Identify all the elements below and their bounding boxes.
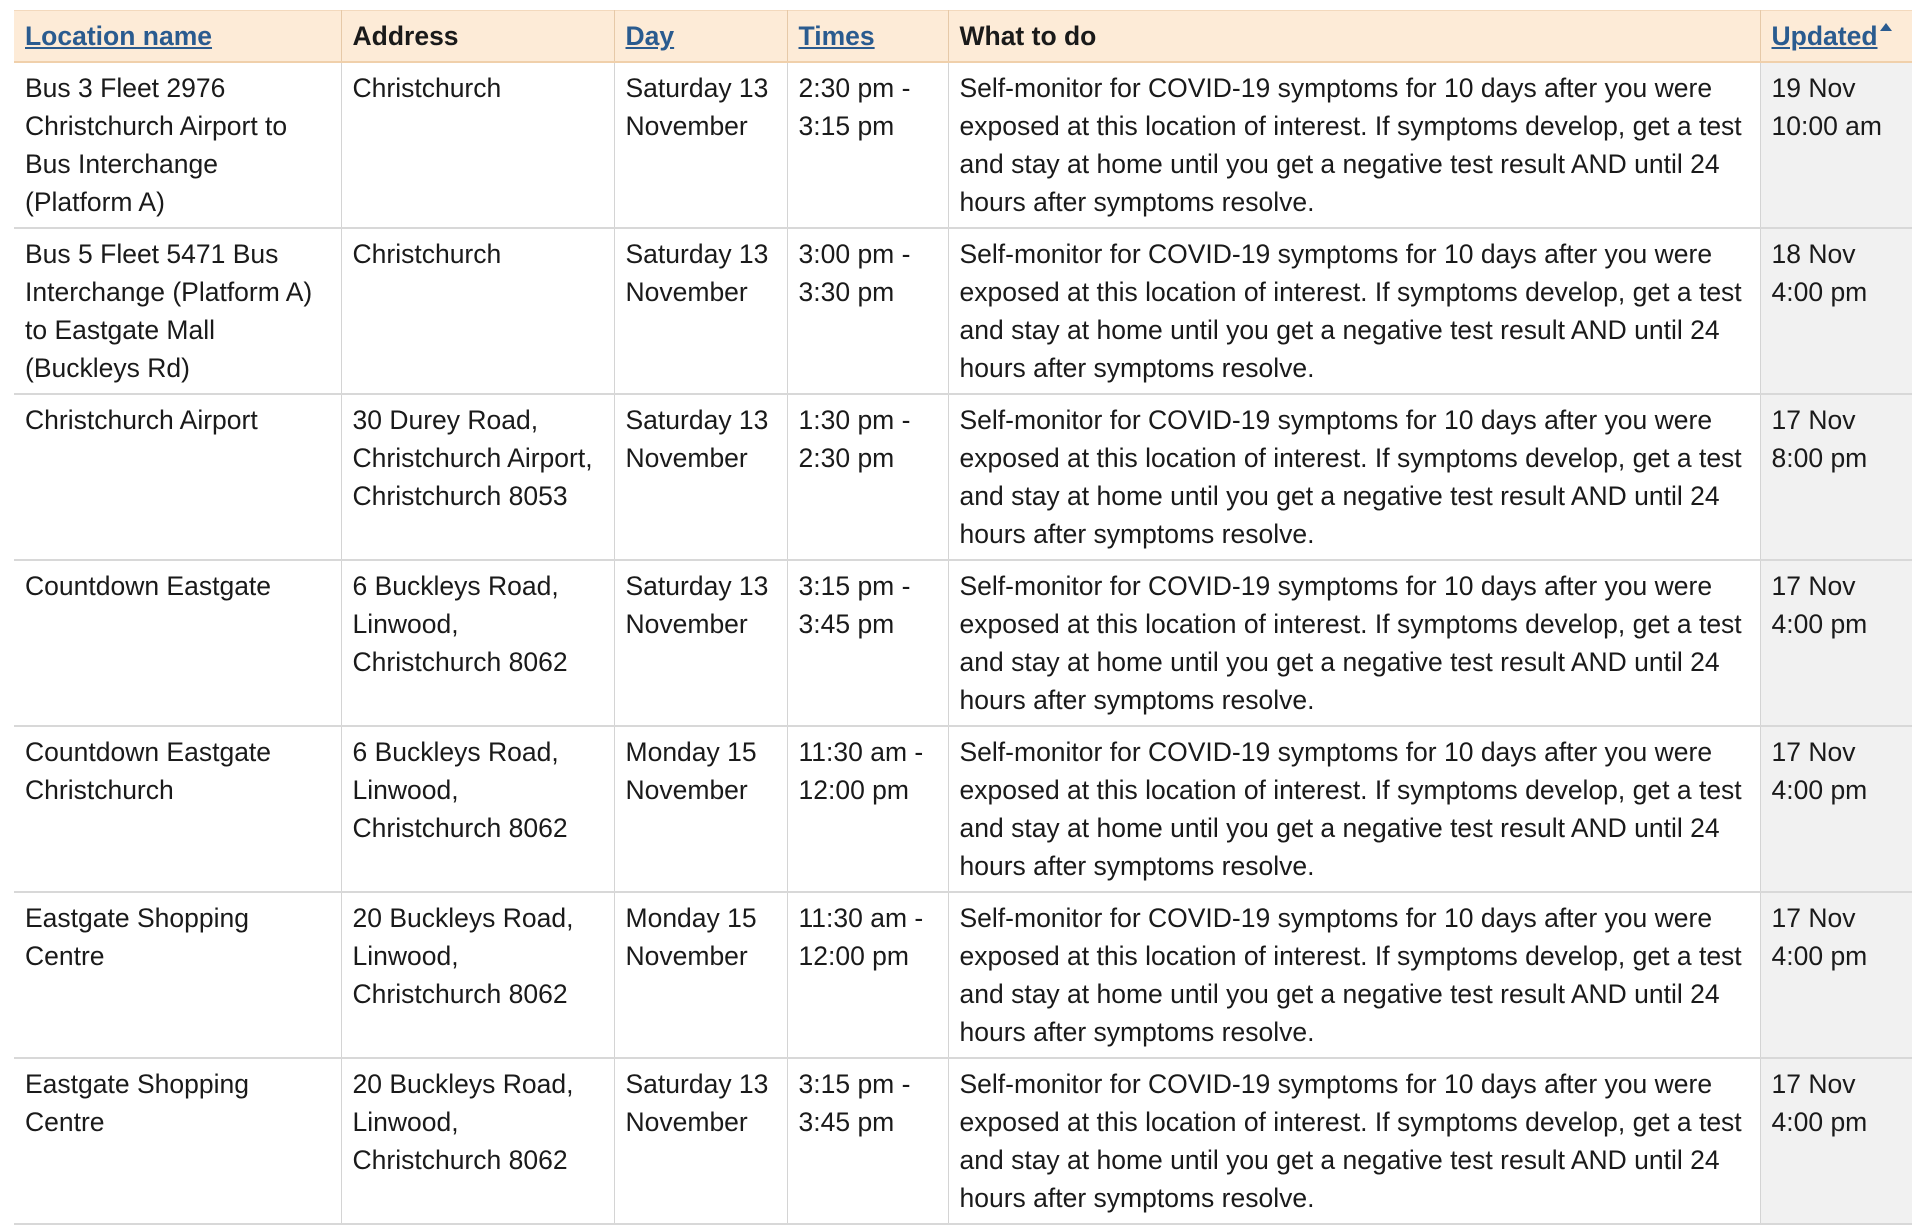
table-row (14, 560, 1912, 726)
locations-table-container (14, 10, 1912, 1225)
cell-address: Christchurch (341, 62, 614, 228)
cell-location: Countdown Eastgate Christchurch (14, 726, 341, 892)
cell-day: Saturday 13 November (614, 228, 787, 394)
column-header-address (341, 11, 614, 63)
column-header-times[interactable] (787, 11, 948, 63)
cell-what-to-do: Self-monitor for COVID-19 symptoms for 10 days after you were exposed at this location of interest. If symptoms develop, get a test and stay at home until you get a negative test result AND until 24 hours after symptoms resolve. (948, 62, 1760, 228)
table-row (14, 228, 1912, 394)
column-header-updated[interactable] (1760, 11, 1912, 63)
cell-address: 20 Buckleys Road, Linwood, Christchurch 8062 (341, 892, 614, 1058)
table-row (14, 726, 1912, 892)
cell-day: Saturday 13 November (614, 62, 787, 228)
cell-times: 3:00 pm - 3:30 pm (787, 228, 948, 394)
caret-up-icon[interactable] (1880, 23, 1892, 31)
cell-updated: 17 Nov 8:00 pm (1760, 394, 1912, 560)
cell-location: Christchurch Airport (14, 394, 341, 560)
column-label-what-to-do: What to do (959, 21, 1097, 51)
cell-updated: 19 Nov 10:00 am (1760, 62, 1912, 228)
cell-location: Eastgate Shopping Centre (14, 1058, 341, 1224)
cell-location: Bus 5 Fleet 5471 Bus Interchange (Platform A) to Eastgate Mall (Buckleys Rd) (14, 228, 341, 394)
cell-updated: 17 Nov 4:00 pm (1760, 560, 1912, 726)
cell-what-to-do: Self-monitor for COVID-19 symptoms for 10 days after you were exposed at this location of interest. If symptoms develop, get a test and stay at home until you get a negative test result AND until 24 hours after symptoms resolve. (948, 228, 1760, 394)
table-row (14, 62, 1912, 228)
cell-times: 3:15 pm - 3:45 pm (787, 560, 948, 726)
cell-times: 2:30 pm - 3:15 pm (787, 62, 948, 228)
sort-link-day[interactable]: Day (625, 21, 675, 51)
cell-what-to-do: Self-monitor for COVID-19 symptoms for 10 days after you were exposed at this location of interest. If symptoms develop, get a test and stay at home until you get a negative test result AND until 24 hours after symptoms resolve. (948, 892, 1760, 1058)
cell-address: 6 Buckleys Road, Linwood, Christchurch 8062 (341, 560, 614, 726)
cell-what-to-do: Self-monitor for COVID-19 symptoms for 10 days after you were exposed at this location of interest. If symptoms develop, get a test and stay at home until you get a negative test result AND until 24 hours after symptoms resolve. (948, 1058, 1760, 1224)
column-header-day[interactable] (614, 11, 787, 63)
sort-link-updated[interactable]: Updated (1771, 21, 1878, 51)
cell-address: 20 Buckleys Road, Linwood, Christchurch 8062 (341, 1058, 614, 1224)
sort-link-location[interactable]: Location name (25, 21, 213, 51)
cell-what-to-do: Self-monitor for COVID-19 symptoms for 10 days after you were exposed at this location of interest. If symptoms develop, get a test and stay at home until you get a negative test result AND until 24 hours after symptoms resolve. (948, 560, 1760, 726)
cell-updated: 18 Nov 4:00 pm (1760, 228, 1912, 394)
column-label-address: Address (352, 21, 459, 51)
cell-times: 3:15 pm - 3:45 pm (787, 1058, 948, 1224)
cell-times: 11:30 am - 12:00 pm (787, 892, 948, 1058)
cell-day: Saturday 13 November (614, 560, 787, 726)
cell-what-to-do: Self-monitor for COVID-19 symptoms for 10 days after you were exposed at this location of interest. If symptoms develop, get a test and stay at home until you get a negative test result AND until 24 hours after symptoms resolve. (948, 726, 1760, 892)
cell-updated: 17 Nov 4:00 pm (1760, 892, 1912, 1058)
cell-location: Eastgate Shopping Centre (14, 892, 341, 1058)
column-header-location[interactable] (14, 11, 341, 63)
cell-day: Saturday 13 November (614, 394, 787, 560)
sort-link-times[interactable]: Times (798, 21, 875, 51)
table-row (14, 394, 1912, 560)
cell-updated: 17 Nov 4:00 pm (1760, 726, 1912, 892)
cell-times: 11:30 am - 12:00 pm (787, 726, 948, 892)
cell-day: Saturday 13 November (614, 1058, 787, 1224)
cell-address: 6 Buckleys Road, Linwood, Christchurch 8062 (341, 726, 614, 892)
cell-what-to-do: Self-monitor for COVID-19 symptoms for 10 days after you were exposed at this location of interest. If symptoms develop, get a test and stay at home until you get a negative test result AND until 24 hours after symptoms resolve. (948, 394, 1760, 560)
cell-updated: 17 Nov 4:00 pm (1760, 1058, 1912, 1224)
table-header-row (14, 11, 1912, 63)
cell-address: 30 Durey Road, Christchurch Airport, Christchurch 8053 (341, 394, 614, 560)
cell-location: Countdown Eastgate (14, 560, 341, 726)
column-header-what-to-do (948, 11, 1760, 63)
locations-of-interest-table (14, 10, 1912, 1225)
cell-day: Monday 15 November (614, 892, 787, 1058)
cell-address: Christchurch (341, 228, 614, 394)
table-body (14, 62, 1912, 1224)
cell-location: Bus 3 Fleet 2976 Christchurch Airport to Bus Interchange (Platform A) (14, 62, 341, 228)
table-row (14, 892, 1912, 1058)
cell-day: Monday 15 November (614, 726, 787, 892)
table-row (14, 1058, 1912, 1224)
cell-times: 1:30 pm - 2:30 pm (787, 394, 948, 560)
